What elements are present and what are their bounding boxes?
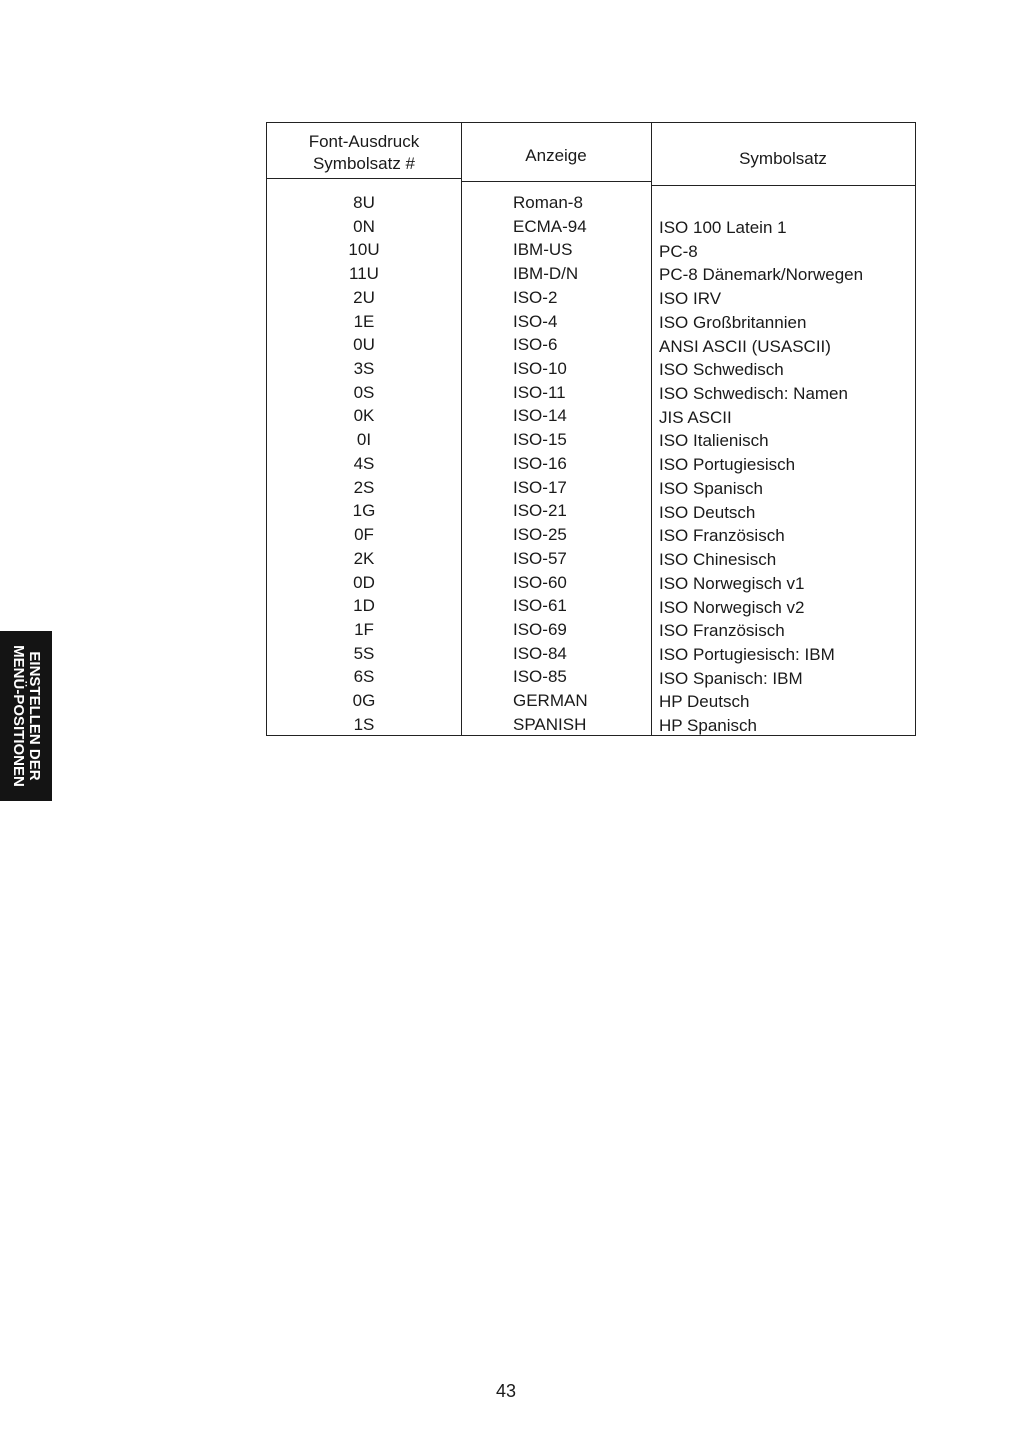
display-name: ISO-21 bbox=[513, 501, 567, 521]
symbol-set-name: JIS ASCII bbox=[659, 407, 732, 427]
symbol-set-code: 0F bbox=[354, 525, 374, 545]
display-name: ISO-16 bbox=[513, 453, 567, 473]
symbol-set-code: 2U bbox=[353, 287, 375, 307]
symbol-set-code: 1G bbox=[352, 501, 376, 521]
symbol-set-code: 1S bbox=[353, 714, 375, 734]
symbol-set-name: ANSI ASCII (USASCII) bbox=[659, 336, 831, 356]
symbol-set-code: 1F bbox=[354, 619, 374, 639]
symbol-set-code: 0K bbox=[353, 406, 375, 426]
display-name: ISO-14 bbox=[513, 406, 567, 426]
symbol-set-name: ISO Großbritannien bbox=[659, 312, 807, 332]
symbol-set-name: ISO Italienisch bbox=[659, 431, 769, 451]
symbol-set-code: 4S bbox=[353, 453, 375, 473]
symbol-set-name: ISO Spanisch: IBM bbox=[659, 668, 803, 688]
symbol-set-name: ISO Schwedisch: Namen bbox=[659, 384, 848, 404]
symbol-set-code: 0D bbox=[353, 572, 375, 592]
side-tab-line2: MENÜ-POSITIONEN bbox=[10, 645, 27, 787]
header-col1-line2: Symbolsatz # bbox=[312, 154, 416, 173]
display-name: ISO-85 bbox=[513, 667, 567, 687]
side-tab-label bbox=[10, 645, 42, 787]
column-font-ausdruck bbox=[267, 191, 461, 737]
header-symbolsatz: Symbolsatz bbox=[739, 149, 827, 168]
display-name: Roman-8 bbox=[513, 193, 583, 212]
symbol-set-name: ISO Französisch bbox=[659, 526, 785, 546]
column-anzeige bbox=[513, 191, 588, 737]
display-name: IBM-US bbox=[513, 240, 573, 260]
symbol-set-code: 11U bbox=[349, 264, 379, 284]
symbol-set-name: ISO Spanisch bbox=[659, 478, 763, 498]
header-anzeige: Anzeige bbox=[525, 146, 587, 165]
display-name: ISO-61 bbox=[513, 596, 567, 616]
symbol-set-table bbox=[266, 122, 916, 736]
display-name: ISO-10 bbox=[513, 359, 567, 379]
header-col1-line1: Font-Ausdruck bbox=[308, 132, 420, 151]
symbol-set-code: 5S bbox=[353, 643, 375, 663]
symbol-set-name: ISO Französisch bbox=[659, 621, 785, 641]
symbol-set-name: ISO Deutsch bbox=[659, 502, 756, 522]
page-number: 43 bbox=[495, 1381, 517, 1401]
symbol-set-name: ISO Norwegisch v1 bbox=[659, 573, 805, 593]
display-name: ISO-69 bbox=[513, 619, 567, 639]
display-name: ECMA-94 bbox=[513, 216, 587, 236]
display-name: ISO-4 bbox=[513, 311, 558, 331]
display-name: ISO-2 bbox=[513, 287, 558, 307]
display-name: ISO-17 bbox=[513, 477, 567, 497]
symbol-set-name: HP Deutsch bbox=[659, 692, 750, 712]
column-divider-1 bbox=[461, 123, 462, 735]
display-name: ISO-6 bbox=[513, 335, 558, 355]
section-side-tab bbox=[0, 631, 52, 801]
display-name: SPANISH bbox=[513, 714, 587, 734]
side-tab-line1: EINSTELLEN DER bbox=[26, 651, 43, 781]
symbol-set-name: ISO Portugiesisch bbox=[659, 455, 796, 475]
symbol-set-code: 2S bbox=[353, 477, 375, 497]
symbol-set-code: 0G bbox=[352, 691, 376, 711]
header-font-ausdruck bbox=[267, 131, 461, 175]
symbol-set-name: ISO Norwegisch v2 bbox=[659, 597, 805, 617]
symbol-set-code: 1D bbox=[353, 596, 375, 616]
display-name: ISO-11 bbox=[513, 382, 566, 402]
symbol-set-name: ISO 100 Latein 1 bbox=[659, 218, 787, 237]
symbol-set-code: 1E bbox=[353, 311, 375, 331]
display-name: ISO-57 bbox=[513, 548, 567, 568]
symbol-set-code: 2K bbox=[353, 548, 375, 568]
symbol-set-name: ISO Portugiesisch: IBM bbox=[659, 644, 835, 664]
display-name: ISO-60 bbox=[513, 572, 567, 592]
symbol-set-code: 8U bbox=[353, 193, 375, 212]
display-name: ISO-25 bbox=[513, 525, 567, 545]
symbol-set-name: ISO Chinesisch bbox=[659, 550, 777, 570]
header-rule-col3 bbox=[651, 185, 915, 186]
column-divider-2 bbox=[651, 123, 652, 735]
symbol-set-name: ISO IRV bbox=[659, 289, 722, 309]
symbol-set-code: 0U bbox=[353, 335, 375, 355]
header-rule-col2 bbox=[461, 181, 651, 182]
display-name: IBM-D/N bbox=[513, 264, 579, 284]
symbol-set-name: PC-8 bbox=[659, 241, 698, 261]
symbol-set-code: 0N bbox=[353, 216, 375, 236]
display-name: ISO-15 bbox=[513, 430, 567, 450]
column-symbolsatz bbox=[659, 216, 863, 738]
display-name: GERMAN bbox=[513, 691, 588, 711]
display-name: ISO-84 bbox=[513, 643, 567, 663]
symbol-set-name: PC-8 Dänemark/Norwegen bbox=[659, 265, 864, 285]
symbol-set-code: 10U bbox=[348, 240, 380, 260]
header-rule-col1 bbox=[267, 178, 461, 179]
symbol-set-code: 6S bbox=[353, 667, 375, 687]
symbol-set-code: 3S bbox=[353, 359, 375, 379]
symbol-set-name: ISO Schwedisch bbox=[659, 360, 784, 380]
symbol-set-name: HP Spanisch bbox=[659, 716, 757, 736]
symbol-set-code: 0S bbox=[353, 382, 375, 402]
symbol-set-code: 0I bbox=[356, 430, 372, 450]
